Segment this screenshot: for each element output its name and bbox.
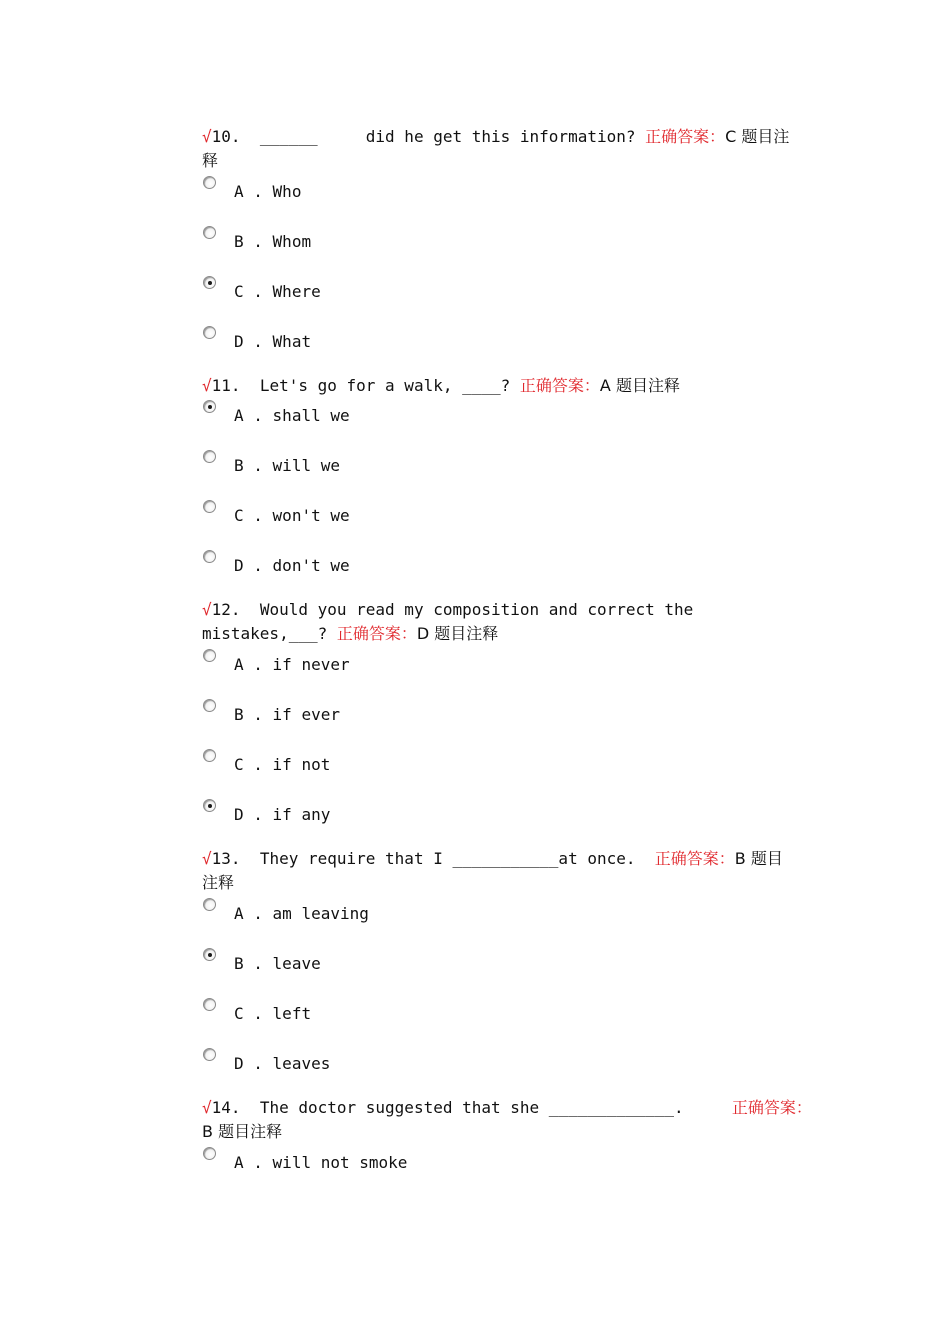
- option-text: am leaving: [272, 904, 369, 923]
- question-14-line-2[interactable]: B 题目注释: [202, 1122, 283, 1141]
- question-text-continued: mistakes,___?: [202, 624, 337, 643]
- option-text: if ever: [272, 705, 340, 724]
- option-text: Whom: [272, 232, 312, 251]
- radio-button-selected[interactable]: [203, 400, 216, 413]
- option-letter: C: [234, 282, 244, 301]
- option-text: don't we: [272, 556, 350, 575]
- option-letter: D: [234, 1054, 244, 1073]
- radio-button[interactable]: [203, 649, 216, 662]
- option-letter: D: [234, 556, 244, 575]
- radio-button-selected[interactable]: [203, 276, 216, 289]
- radio-button[interactable]: [203, 898, 216, 911]
- correct-answer-label: 正确答案：: [654, 849, 735, 868]
- option-letter: C: [234, 755, 244, 774]
- option-letter: A: [234, 1153, 244, 1172]
- option-letter: B: [234, 705, 244, 724]
- question-text: The doctor suggested that she _____________.: [240, 1098, 732, 1117]
- correct-check-icon: √: [202, 127, 212, 146]
- option-letter: D: [234, 805, 244, 824]
- correct-answer-label: 正确答案：: [519, 376, 600, 395]
- radio-button[interactable]: [203, 550, 216, 563]
- correct-answer-label: 正确答案：: [336, 624, 417, 643]
- radio-button[interactable]: [203, 500, 216, 513]
- option-letter: C: [234, 506, 244, 525]
- option-text: will we: [272, 456, 340, 475]
- question-11-line-1: [202, 374, 680, 398]
- option-letter: A: [234, 182, 244, 201]
- option-text: won't we: [272, 506, 350, 525]
- answer-and-note-link[interactable]: D 题目注释: [416, 624, 499, 643]
- answer-and-note-link[interactable]: C 题目注: [725, 127, 790, 146]
- option-text: shall we: [272, 406, 350, 425]
- question-text: Would you read my composition and correct the: [240, 600, 694, 619]
- radio-button[interactable]: [203, 176, 216, 189]
- radio-button[interactable]: [203, 226, 216, 239]
- correct-check-icon: √: [202, 849, 212, 868]
- radio-button[interactable]: [203, 998, 216, 1011]
- option-text: leaves: [272, 1054, 331, 1073]
- option-text: if not: [272, 755, 331, 774]
- option-text: left: [272, 1004, 312, 1023]
- option-letter: B: [234, 232, 244, 251]
- radio-button[interactable]: [203, 326, 216, 339]
- correct-check-icon: √: [202, 600, 212, 619]
- question-number: 14.: [211, 1098, 241, 1117]
- option-text: if any: [272, 805, 331, 824]
- radio-button[interactable]: [203, 1048, 216, 1061]
- radio-button[interactable]: [203, 450, 216, 463]
- radio-button-selected[interactable]: [203, 948, 216, 961]
- question-14-line-1: [202, 1096, 812, 1120]
- radio-button[interactable]: [203, 1147, 216, 1160]
- radio-button-selected[interactable]: [203, 799, 216, 812]
- question-number: 10.: [211, 127, 241, 146]
- correct-answer-label: 正确答案：: [731, 1098, 812, 1117]
- question-12-line-2: [202, 622, 498, 646]
- correct-answer-label: 正确答案：: [645, 127, 726, 146]
- option-text: if never: [272, 655, 350, 674]
- question-number: 13.: [211, 849, 241, 868]
- option-text: Where: [272, 282, 321, 301]
- option-text: What: [272, 332, 312, 351]
- radio-button[interactable]: [203, 699, 216, 712]
- option-letter: C: [234, 1004, 244, 1023]
- option-text: Who: [272, 182, 302, 201]
- question-10-line-2[interactable]: 释: [202, 151, 219, 170]
- option-letter: B: [234, 456, 244, 475]
- question-text: ______ did he get this information?: [240, 127, 646, 146]
- question-12-line-1: [202, 598, 693, 622]
- question-13-line-2[interactable]: 注释: [202, 873, 235, 892]
- question-13-line-1: [202, 847, 783, 871]
- question-text: They require that I ___________at once.: [240, 849, 655, 868]
- answer-and-note-link[interactable]: B 题目: [734, 849, 783, 868]
- option-letter: B: [234, 954, 244, 973]
- question-number: 12.: [211, 600, 241, 619]
- correct-check-icon: √: [202, 1098, 212, 1117]
- option-letter: A: [234, 904, 244, 923]
- exam-page: √10. ______ did he get this information? 正确答案：C 题目注 释 A . Who B . Whom C . Where D . What √11. Let's go for a walk, ____? 正确答案：A 题目注释 A . shall we B . will we C . won't we D . don't we √12. Would you read my composition and correct the mistakes,___? 正确答案：D 题目注释 A . if never B . if ever C . if not D . if any √13. They require that I ___________at once. 正确答案：B 题目 注释 A . am leaving B . leave C . left D . leaves √14. The doctor suggested that she _____________. 正确答案： B 题目注释 A . will not smoke: [202, 127, 812, 1172]
- option-text: will not smoke: [272, 1153, 408, 1172]
- question-number: 11.: [211, 376, 241, 395]
- option-text: leave: [272, 954, 321, 973]
- option-letter: A: [234, 655, 244, 674]
- correct-check-icon: √: [202, 376, 212, 395]
- radio-button[interactable]: [203, 749, 216, 762]
- question-text: Let's go for a walk, ____?: [240, 376, 520, 395]
- option-letter: D: [234, 332, 244, 351]
- option-letter: A: [234, 406, 244, 425]
- answer-and-note-link[interactable]: A 题目注释: [599, 376, 680, 395]
- question-10-line-1: [202, 125, 789, 149]
